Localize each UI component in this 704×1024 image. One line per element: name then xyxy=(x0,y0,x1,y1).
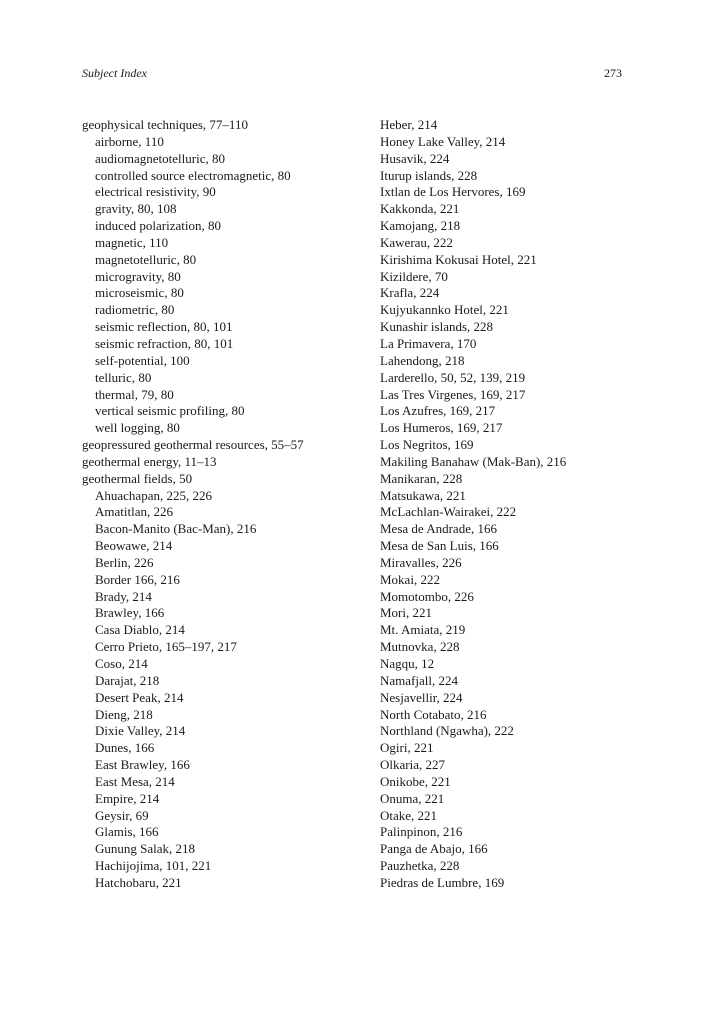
index-entry: Los Negritos, 169 xyxy=(380,437,474,453)
index-entry: Piedras de Lumbre, 169 xyxy=(380,874,505,890)
index-subentry: Glamis, 166 xyxy=(95,824,159,840)
index-entry: La Primavera, 170 xyxy=(380,335,477,351)
index-entry: Pauzhetka, 228 xyxy=(380,858,460,874)
index-subentry: Coso, 214 xyxy=(95,656,148,671)
index-entry: Husavik, 224 xyxy=(380,150,450,166)
index-subentry: audiomagnetotelluric, 80 xyxy=(95,150,225,166)
index-subentry: thermal, 79, 80 xyxy=(95,386,174,402)
index-subentry: gravity, 80, 108 xyxy=(95,201,177,217)
index-entry: Los Azufres, 169, 217 xyxy=(380,403,496,419)
index-subentry: magnetic, 110 xyxy=(95,234,169,250)
index-entry: Makiling Banahaw (Mak-Ban), 216 xyxy=(380,453,567,469)
index-entry: Larderello, 50, 52, 139, 219 xyxy=(380,369,526,385)
index-entry: Momotombo, 226 xyxy=(380,588,474,604)
index-entry: Kizildere, 70 xyxy=(380,268,448,284)
index-entry: Onuma, 221 xyxy=(380,790,445,806)
index-entry: Heber, 214 xyxy=(380,117,438,132)
index-entry: McLachlan-Wairakei, 222 xyxy=(380,504,517,520)
page-number: 273 xyxy=(604,66,622,80)
index-entry: Onikobe, 221 xyxy=(380,773,451,789)
index-entry: Mutnovka, 228 xyxy=(380,639,460,655)
index-subentry: self-potential, 100 xyxy=(95,352,190,368)
index-subentry: Cerro Prieto, 165–197, 217 xyxy=(95,639,237,655)
index-subentry: controlled source electromagnetic, 80 xyxy=(95,167,291,183)
index-entry: Lahendong, 218 xyxy=(380,352,465,368)
index-subentry: Ahuachapan, 225, 226 xyxy=(95,487,212,503)
index-subentry: seismic reflection, 80, 101 xyxy=(95,319,233,335)
index-subentry: Dieng, 218 xyxy=(95,706,153,722)
index-subentry: Berlin, 226 xyxy=(95,554,154,570)
index-entry: Mt. Amiata, 219 xyxy=(380,622,466,638)
index-entry: Olkaria, 227 xyxy=(380,757,445,773)
index-entry: Manikaran, 228 xyxy=(380,470,463,486)
index-subentry: Gunung Salak, 218 xyxy=(95,841,196,857)
index-subentry: telluric, 80 xyxy=(95,369,152,385)
index-entry: Kamojang, 218 xyxy=(380,218,461,234)
index-entry: Ogiri, 221 xyxy=(380,740,434,756)
index-subentry: Darajat, 218 xyxy=(95,672,160,688)
running-header xyxy=(82,66,622,84)
index-entry: Nagqu, 12 xyxy=(380,656,435,671)
index-column-right xyxy=(380,117,640,892)
index-subentry: microseismic, 80 xyxy=(95,285,184,301)
index-entry: Palinpinon, 216 xyxy=(380,824,463,840)
index-subentry: East Brawley, 166 xyxy=(95,757,190,773)
index-subentry: Empire, 214 xyxy=(95,790,160,806)
index-subentry: Dixie Valley, 214 xyxy=(95,723,186,739)
index-subentry: Brawley, 166 xyxy=(95,605,165,621)
index-subentry: radiometric, 80 xyxy=(95,302,175,318)
index-entry: Kirishima Kokusai Hotel, 221 xyxy=(380,251,537,267)
index-entry: Kawerau, 222 xyxy=(380,234,453,250)
index-entry: Matsukawa, 221 xyxy=(380,487,466,503)
index-entry: Mesa de Andrade, 166 xyxy=(380,521,497,537)
index-entry: Nesjavellir, 224 xyxy=(380,689,463,705)
index-entry: Krafla, 224 xyxy=(380,285,440,301)
index-subentry: Beowawe, 214 xyxy=(95,538,173,554)
index-subentry: Hatchobaru, 221 xyxy=(95,874,182,890)
running-title: Subject Index xyxy=(82,66,147,80)
index-subentry: Casa Diablo, 214 xyxy=(95,622,185,638)
index-subentry: Desert Peak, 214 xyxy=(95,689,184,705)
index-entry: Honey Lake Valley, 214 xyxy=(380,133,506,149)
index-entry: Mokai, 222 xyxy=(380,571,440,587)
index-subentry: Hachijojima, 101, 221 xyxy=(95,858,212,874)
index-entry: Otake, 221 xyxy=(380,807,438,823)
index-entry: Northland (Ngawha), 222 xyxy=(380,723,514,739)
index-subentry: Dunes, 166 xyxy=(95,740,155,756)
index-subentry: East Mesa, 214 xyxy=(95,773,175,789)
index-subentry: well logging, 80 xyxy=(95,420,180,436)
index-entry: Mori, 221 xyxy=(380,605,432,621)
index-entry: Los Humeros, 169, 217 xyxy=(380,420,503,436)
index-subentry: induced polarization, 80 xyxy=(95,218,221,234)
index-entry: Mesa de San Luis, 166 xyxy=(380,538,499,554)
index-column-left xyxy=(82,117,362,892)
index-entry: Miravalles, 226 xyxy=(380,554,462,570)
index-subentry: Border 166, 216 xyxy=(95,571,180,587)
index-entry: Iturup islands, 228 xyxy=(380,167,478,183)
index-subentry: microgravity, 80 xyxy=(95,268,181,284)
index-subentry: seismic refraction, 80, 101 xyxy=(95,335,234,351)
index-subentry: Amatitlan, 226 xyxy=(95,504,173,520)
index-subentry: magnetotelluric, 80 xyxy=(95,251,197,267)
index-subentry: airborne, 110 xyxy=(95,133,164,149)
index-subentry: Bacon-Manito (Bac-Man), 216 xyxy=(95,521,257,537)
index-entry: Kakkonda, 221 xyxy=(380,201,460,217)
index-subentry: electrical resistivity, 90 xyxy=(95,184,216,200)
index-entry: North Cotabato, 216 xyxy=(380,706,487,722)
index-subentry: Brady, 214 xyxy=(95,588,152,604)
index-entry: Namafjall, 224 xyxy=(380,672,458,688)
index-entry: geophysical techniques, 77–110 xyxy=(82,117,248,132)
index-entry: Las Tres Virgenes, 169, 217 xyxy=(380,386,526,402)
index-entry: geopressured geothermal resources, 55–57 xyxy=(82,437,304,453)
index-entry: Kujyukannko Hotel, 221 xyxy=(380,302,509,318)
index-entry: geothermal fields, 50 xyxy=(82,470,193,486)
index-subentry: vertical seismic profiling, 80 xyxy=(95,403,245,419)
index-subentry: Geysir, 69 xyxy=(95,807,149,823)
index-entry: Kunashir islands, 228 xyxy=(380,319,494,335)
index-entry: geothermal energy, 11–13 xyxy=(82,453,217,469)
index-entry: Panga de Abajo, 166 xyxy=(380,841,488,857)
index-entry: Ixtlan de Los Hervores, 169 xyxy=(380,184,526,200)
